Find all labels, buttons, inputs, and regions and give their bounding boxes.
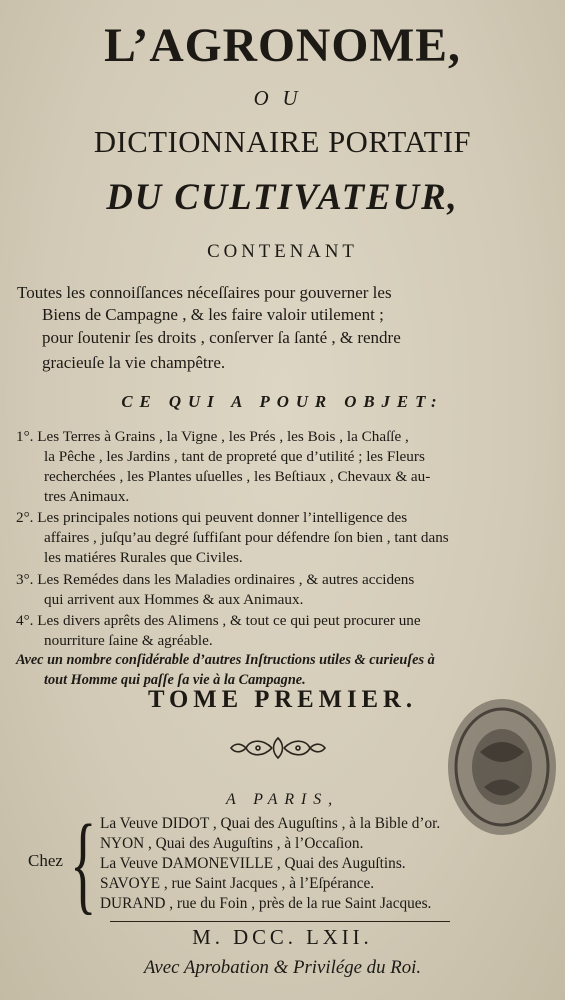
approbation-line: Avec Aprobation & Privilége du Roi. (143, 957, 422, 978)
publisher-line: La Veuve DIDOT , Quai des Auguſtins , à la Bible d’or. (100, 815, 441, 832)
book-title: L’AGRONOME, (104, 19, 461, 72)
item-line: qui arrivent aux Hommes & aux Animaux. (44, 591, 304, 608)
item-line: 2°. Les principales notions qui peuvent donner l’intelligence des (16, 509, 408, 526)
item-line: les matiéres Rurales que Civiles. (44, 549, 243, 566)
fleuron-ornament-icon (228, 734, 328, 762)
item-line: 3°. Les Remédes dans les Maladies ordinaires , & autres accidens (16, 571, 415, 588)
objet-heading: CE QUI A POUR OBJET: (121, 392, 444, 411)
intro-line: Toutes les connoiſſances néceſſaires pour gouverner les (17, 283, 392, 302)
item-line: nourriture ſaine & agréable. (44, 632, 213, 649)
note-line: Avec un nombre conſidérable d’autres Inſtructions utiles & curieuſes à (16, 652, 435, 668)
library-stamp-icon (440, 692, 560, 842)
publication-year: M. DCC. LXII. (192, 925, 373, 949)
imprint-rule (110, 921, 450, 922)
publisher-line: SAVOYE , rue Saint Jacques , à l’Eſpérance. (100, 875, 375, 892)
contenant-heading: CONTENANT (207, 241, 358, 262)
publisher-line: DURAND , rue du Foin , près de la rue Saint Jacques. (100, 895, 432, 912)
item-line: affaires , juſqu’au degré ſuffiſant pour défendre ſon bien , tant dans (44, 529, 449, 546)
item-line: tres Animaux. (44, 488, 130, 505)
intro-line: gracieuſe la vie champêtre. (42, 353, 226, 372)
item-line: 1°. Les Terres à Grains , la Vigne , les Prés , les Bois , la Chaſſe , (16, 428, 409, 445)
item-line: la Pêche , les Jardins , tant de propreté que d’utilité ; les Fleurs (44, 448, 425, 465)
subtitle-line-2: DU CULTIVATEUR, (106, 177, 459, 218)
conjunction-ou: OU (253, 86, 312, 110)
note-line: tout Homme qui paſſe ſa vie à la Campagne. (44, 672, 306, 688)
publishers-brace-icon: { (70, 802, 97, 924)
intro-line: pour ſoutenir ſes droits , conſerver ſa ſanté , & rendre (42, 328, 401, 347)
intro-line: Biens de Campagne , & les faire valoir utilement ; (42, 305, 384, 324)
imprint-city: A PARIS, (225, 791, 340, 808)
chez-label: Chez (28, 851, 63, 870)
publisher-line: La Veuve DAMONEVILLE , Quai des Auguſtins. (100, 855, 406, 872)
subtitle-line-1: DICTIONNAIRE PORTATIF (93, 124, 472, 159)
tome-heading: TOME PREMIER. (147, 686, 418, 713)
item-line: recherchées , les Plantes uſuelles , les Beſtiaux , Chevaux & au- (44, 468, 431, 485)
item-line: 4°. Les divers aprêts des Alimens , & tout ce qui peut procurer une (16, 612, 421, 629)
publisher-line: NYON , Quai des Auguſtins , à l’Occaſion. (100, 835, 364, 852)
